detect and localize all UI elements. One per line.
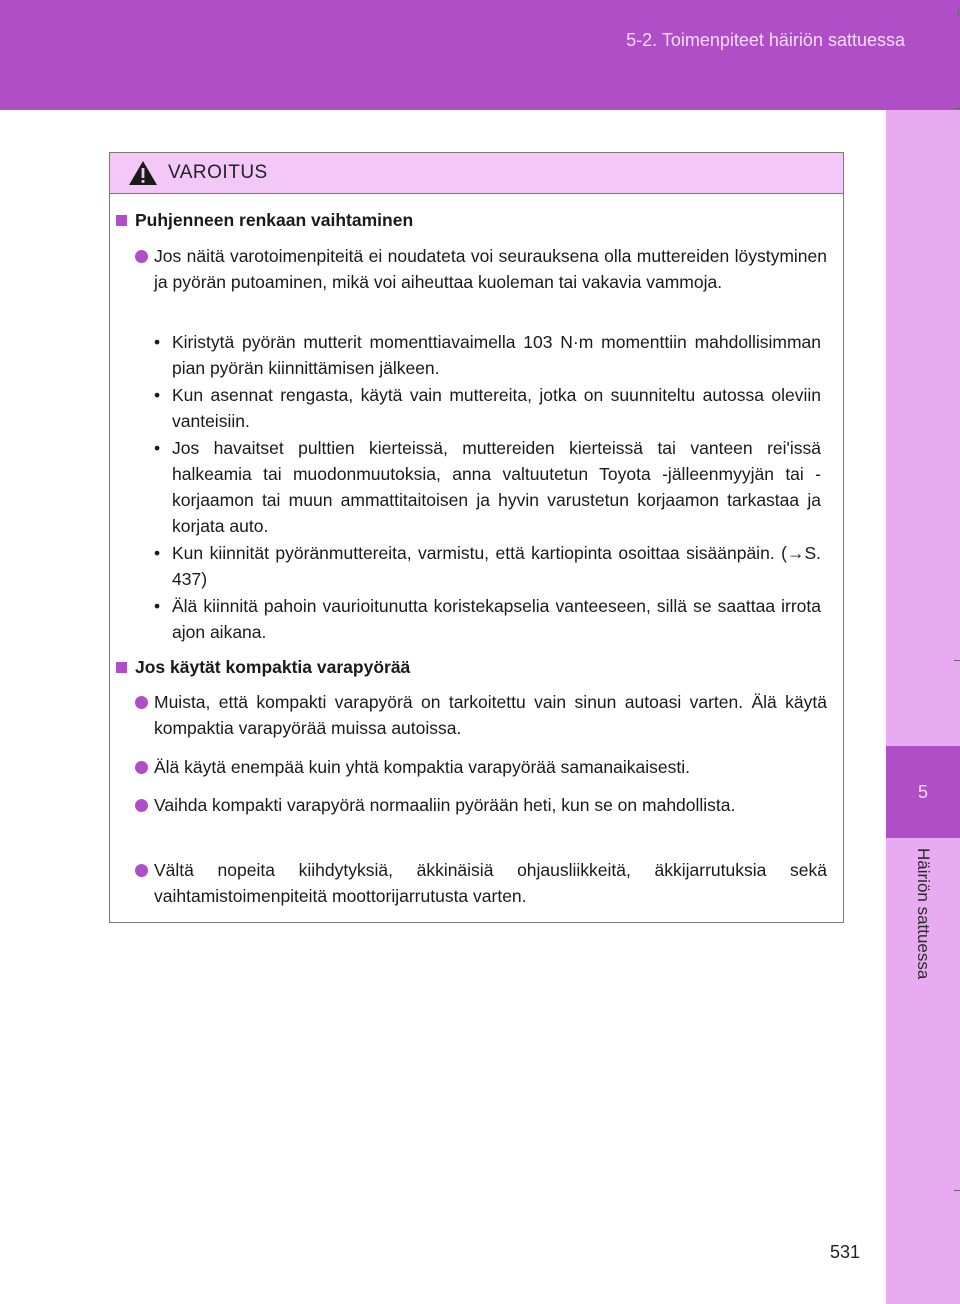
section-title: 5-2. Toimenpiteet häiriön sattuessa (626, 30, 905, 50)
chapter-title: Häiriön sattuessa (914, 848, 933, 980)
crop-mark (958, 10, 959, 16)
bullet-point-icon: • (154, 385, 161, 405)
warning-box (109, 152, 844, 923)
list-item: Jos näitä varotoimenpiteitä ei noudateta voi seurauksena olla muttereiden löystyminen ja pyörän putoaminen, mikä voi aiheuttaa kuoleman tai vakavia vammoja. (136, 243, 827, 295)
bullet-point-icon: • (154, 596, 161, 616)
bullet-dot-icon (135, 799, 148, 812)
bullet-point-icon: • (154, 543, 161, 563)
crop-mark (954, 108, 960, 109)
sub-item: • Jos havaitset pulttien kierteissä, muttereiden kierteissä tai vanteen rei'issä halkeamia tai muodonmuutoksia, anna valtuutetun Toyota -jälleenmyyjän tai -korjaamon tai muun ammattitaitoisen ja hyvin varustetun korjaamon tarkastaa ja korjata auto. (154, 435, 821, 539)
section-heading: Jos käytät kompaktia varapyörää (116, 654, 410, 680)
sub-item: • Älä kiinnitä pahoin vaurioitunutta koristekapselia vanteeseen, sillä se saattaa irrota ajon aikana. (154, 593, 821, 645)
warning-triangle-icon (128, 160, 158, 186)
crop-mark (954, 660, 960, 661)
header-bar (0, 0, 960, 110)
square-bullet-icon (116, 215, 127, 226)
bullet-dot-icon (135, 761, 148, 774)
side-tab (886, 110, 960, 1304)
bullet-dot-icon (135, 696, 148, 709)
list-item: Vältä nopeita kiihdytyksiä, äkkinäisiä ohjausliikkeitä, äkkijarrutuksia sekä vaihtamistoimenpiteitä moottorijarrutusta varten. (136, 857, 827, 909)
section-heading: Puhjenneen renkaan vaihtaminen (116, 207, 413, 233)
list-item: Vaihda kompakti varapyörä normaaliin pyörään heti, kun se on mahdollista. (136, 792, 827, 818)
sub-item: • Kun asennat rengasta, käytä vain muttereita, jotka on suunniteltu autossa oleviin vanteisiin. (154, 382, 821, 434)
crop-mark (954, 1190, 960, 1191)
warning-title: VAROITUS (168, 162, 268, 183)
chapter-number: 5 (917, 782, 928, 802)
bullet-point-icon: • (154, 438, 161, 458)
sub-item: • Kiristytä pyörän mutterit momenttiavaimella 103 N·m momenttiin mahdollisimman pian pyörän kiinnittämisen jälkeen. (154, 329, 821, 381)
warning-header (110, 153, 843, 194)
bullet-point-icon: • (154, 332, 161, 352)
sub-item: • Kun kiinnität pyöränmuttereita, varmistu, että kartiopinta osoittaa sisäänpäin. (→S. 437) (154, 540, 821, 592)
list-item: Älä käytä enempää kuin yhtä kompaktia varapyörää samanaikaisesti. (136, 754, 827, 780)
page-number: 531 (830, 1242, 861, 1262)
bullet-dot-icon (135, 250, 148, 263)
bullet-dot-icon (135, 864, 148, 877)
square-bullet-icon (116, 662, 127, 673)
list-item: Muista, että kompakti varapyörä on tarkoitettu vain sinun autoasi varten. Älä käytä kompaktia varapyörää muissa autoissa. (136, 689, 827, 741)
